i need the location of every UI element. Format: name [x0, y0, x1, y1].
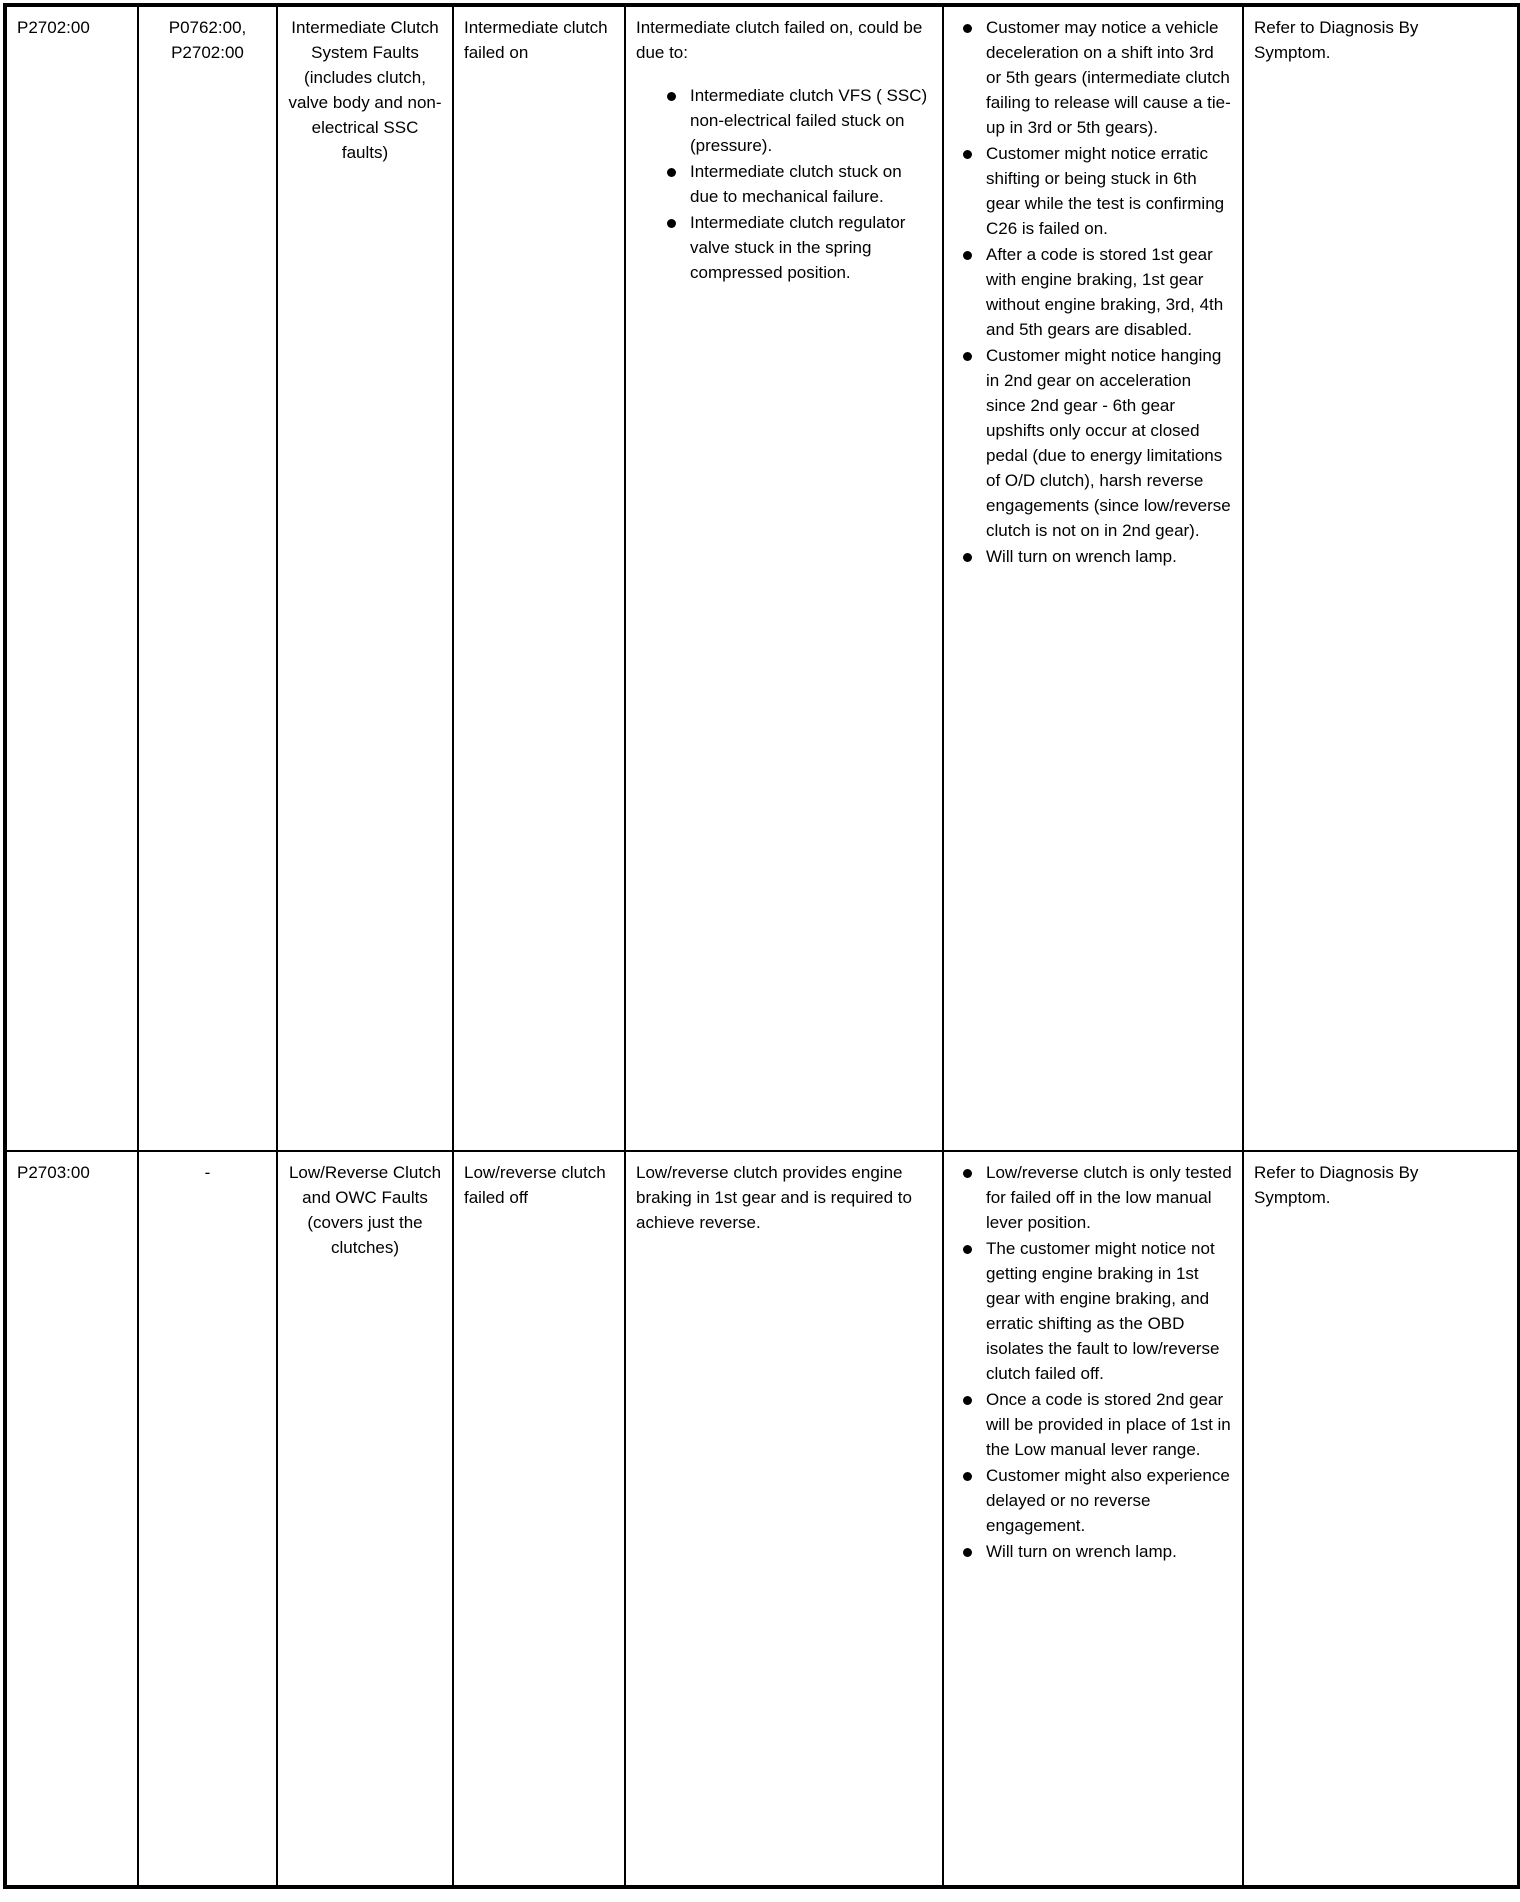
- bullet-item: Intermediate clutch regulator valve stuck in the spring compressed position.: [664, 211, 932, 286]
- description-cell: [625, 1151, 943, 1887]
- symptoms-bullet-list: [960, 16, 1232, 570]
- dtc-cell: [5, 1151, 138, 1887]
- bullet-item: Intermediate clutch VFS ( SSC) non-electrical failed stuck on (pressure).: [664, 84, 932, 159]
- related-dtc-codes: -: [204, 1163, 211, 1182]
- failure-mode-text: Intermediate clutch failed on: [464, 18, 608, 62]
- bullet-item: Once a code is stored 2nd gear will be provided in place of 1st in the Low manual lever range.: [960, 1388, 1232, 1463]
- table-row: [5, 1151, 1519, 1887]
- action-text: Refer to Diagnosis By Symptom.: [1254, 1163, 1419, 1207]
- description-intro: Intermediate clutch failed on, could be due to:: [636, 18, 923, 62]
- bullet-item: Will turn on wrench lamp.: [960, 1540, 1232, 1565]
- bullet-item: Will turn on wrench lamp.: [960, 545, 1232, 570]
- related-dtc-cell: [138, 5, 277, 1151]
- related-dtc-codes: P0762:00, P2702:00: [168, 18, 247, 62]
- dtc-code: P2703:00: [17, 1163, 90, 1182]
- description-intro: Low/reverse clutch provides engine braking in 1st gear and is required to achieve reverse.: [636, 1163, 912, 1232]
- bullet-item: Customer might also experience delayed or no reverse engagement.: [960, 1464, 1232, 1539]
- bullet-item: Customer might notice erratic shifting or being stuck in 6th gear while the test is confirming C26 is failed on.: [960, 142, 1232, 242]
- fault-group-text: Low/Reverse Clutch and OWC Faults (covers just the clutches): [288, 1163, 442, 1257]
- action-cell: [1243, 5, 1519, 1151]
- dtc-table: [3, 3, 1520, 1889]
- fault-group-cell: [277, 1151, 453, 1887]
- dtc-code: P2702:00: [17, 18, 90, 37]
- fault-group-cell: [277, 5, 453, 1151]
- action-cell: [1243, 1151, 1519, 1887]
- bullet-item: Customer might notice hanging in 2nd gear on acceleration since 2nd gear - 6th gear upshifts only occur at closed pedal (due to energy limitations of O/D clutch), harsh reverse engagements (since low/reverse clutch is not on in 2nd gear).: [960, 344, 1232, 544]
- bullet-item: Intermediate clutch stuck on due to mechanical failure.: [664, 160, 932, 210]
- failure-mode-cell: [453, 1151, 625, 1887]
- failure-mode-cell: [453, 5, 625, 1151]
- table-row: [5, 5, 1519, 1151]
- bullet-item: Customer may notice a vehicle deceleration on a shift into 3rd or 5th gears (intermediate clutch failing to release will cause a tie-up in 3rd or 5th gears).: [960, 16, 1232, 141]
- dtc-cell: [5, 5, 138, 1151]
- related-dtc-cell: [138, 1151, 277, 1887]
- bullet-item: Low/reverse clutch is only tested for failed off in the low manual lever position.: [960, 1161, 1232, 1236]
- failure-mode-text: Low/reverse clutch failed off: [464, 1163, 606, 1207]
- action-text: Refer to Diagnosis By Symptom.: [1254, 18, 1419, 62]
- symptoms-cell: [943, 5, 1243, 1151]
- fault-group-text: Intermediate Clutch System Faults (includes clutch, valve body and non-electrical SSC faults): [288, 18, 442, 162]
- bullet-item: After a code is stored 1st gear with engine braking, 1st gear without engine braking, 3rd, 4th and 5th gears are disabled.: [960, 243, 1232, 343]
- description-cell: [625, 5, 943, 1151]
- bullet-item: The customer might notice not getting engine braking in 1st gear with engine braking, and erratic shifting as the OBD isolates the fault to low/reverse clutch failed off.: [960, 1237, 1232, 1387]
- symptoms-cell: [943, 1151, 1243, 1887]
- symptoms-bullet-list: [960, 1161, 1232, 1565]
- description-bullet-list: [664, 84, 932, 286]
